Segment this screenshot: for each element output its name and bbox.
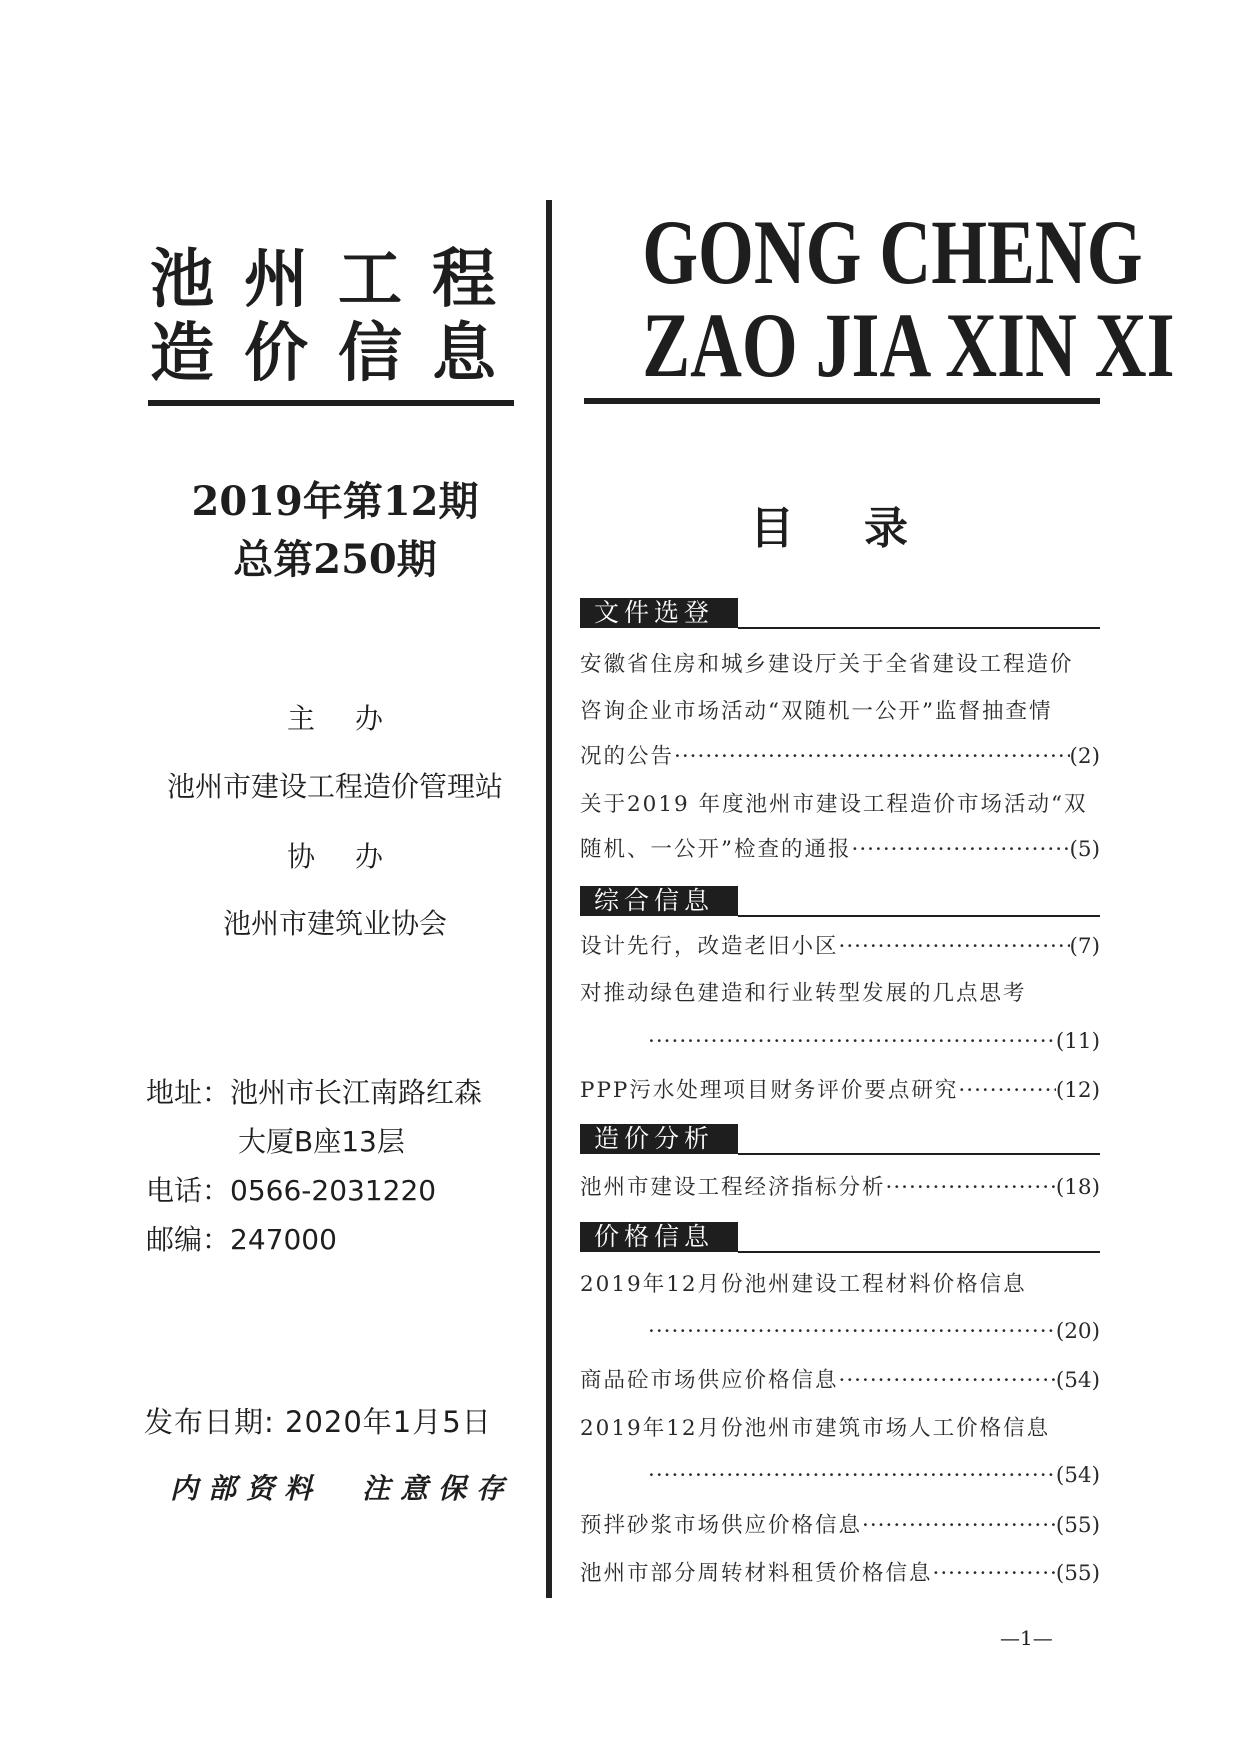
address: 地址：池州市长江南路红森 [146,1076,483,1109]
page-number: —1— [1000,1626,1053,1650]
toc-entry[interactable]: 安徽省住房和城乡建设厅关于全省建设工程造价 [580,652,1074,677]
total-issue-number: 总第250期 [233,536,437,583]
phone: 电话：0566-2031220 [146,1174,437,1207]
toc-section-header: 造价分析 [580,1124,1100,1156]
english-title-line1: GONG CHENG [642,201,1143,303]
toc-entry[interactable]: 设计先行，改造老旧小区 ····· (7) [580,932,1100,962]
toc-title: 目录 [750,503,978,554]
toc-section-header: 综合信息 [580,886,1100,918]
toc-section-header: 文件选登 [580,598,1100,630]
sponsor-label: 主办 [286,702,423,735]
title-rule-right [584,398,1100,404]
toc-entry[interactable]: 关于2019 年度池州市建设工程造价市场活动“双 [580,792,1088,817]
leader-dots [648,1027,1056,1057]
magazine-title-line1: 池州工程 [150,243,526,317]
co-sponsor-label: 协办 [286,840,423,873]
toc-entry-cont[interactable]: ····· (20) [580,1317,1100,1347]
english-title-line2: ZAO JIA XIN XI [642,294,1175,396]
toc-entry-cont[interactable]: ····· (54) [580,1461,1100,1491]
publish-date: 发布日期: 2020年1月5日 [144,1405,492,1439]
toc-section-header: 价格信息 [580,1222,1100,1254]
leader-dots [839,932,1070,962]
toc-entry[interactable]: 商品砼市场供应价格信息 ····· (54) [580,1366,1100,1396]
toc-entry-cont[interactable]: 咨询企业市场活动“双随机一公开”监督抽查情 [580,699,1053,724]
leader-dots [862,1511,1056,1541]
leader-dots [852,835,1070,865]
confidential-notice: 内部资料 注意保存 [170,1472,515,1505]
sponsor-name: 池州市建设工程造价管理站 [166,770,503,803]
toc-entry[interactable]: 池州市部分周转材料租赁价格信息 ····· (55) [580,1559,1100,1589]
toc-entry[interactable]: 预拌砂浆市场供应价格信息 ····· (55) [580,1511,1100,1541]
leader-dots [886,1173,1056,1203]
column-divider [546,200,552,1598]
leader-dots [933,1559,1056,1589]
toc-entry[interactable]: 对推动绿色建造和行业转型发展的几点思考 [580,981,1027,1006]
leader-dots [674,742,1070,772]
postcode: 邮编：247000 [146,1223,337,1256]
leader-dots [648,1461,1056,1491]
toc-entry-cont[interactable]: 况的公告 ····· (2) [580,742,1100,772]
address-line2: 大厦B座13层 [238,1125,405,1158]
leader-dots [839,1366,1056,1396]
leader-dots [958,1076,1055,1106]
leader-dots [648,1317,1056,1347]
toc-entry[interactable]: 2019年12月份池州市建筑市场人工价格信息 [580,1416,1051,1441]
toc-entry[interactable]: 2019年12月份池州建设工程材料价格信息 [580,1272,1027,1297]
toc-entry-cont[interactable]: 随机、一公开”检查的通报 ····· (5) [580,835,1100,865]
title-rule-left [148,400,514,406]
toc-entry[interactable]: PPP污水处理项目财务评价要点研究 ····· (12) [580,1076,1100,1106]
issue-number: 2019年第12期 [191,478,479,525]
toc-entry[interactable]: 池州市建设工程经济指标分析 ····· (18) [580,1173,1100,1203]
co-sponsor-name: 池州市建筑业协会 [222,907,447,940]
magazine-title-line2: 造价信息 [150,317,526,391]
toc-entry-cont[interactable]: ····· (11) [580,1027,1100,1057]
